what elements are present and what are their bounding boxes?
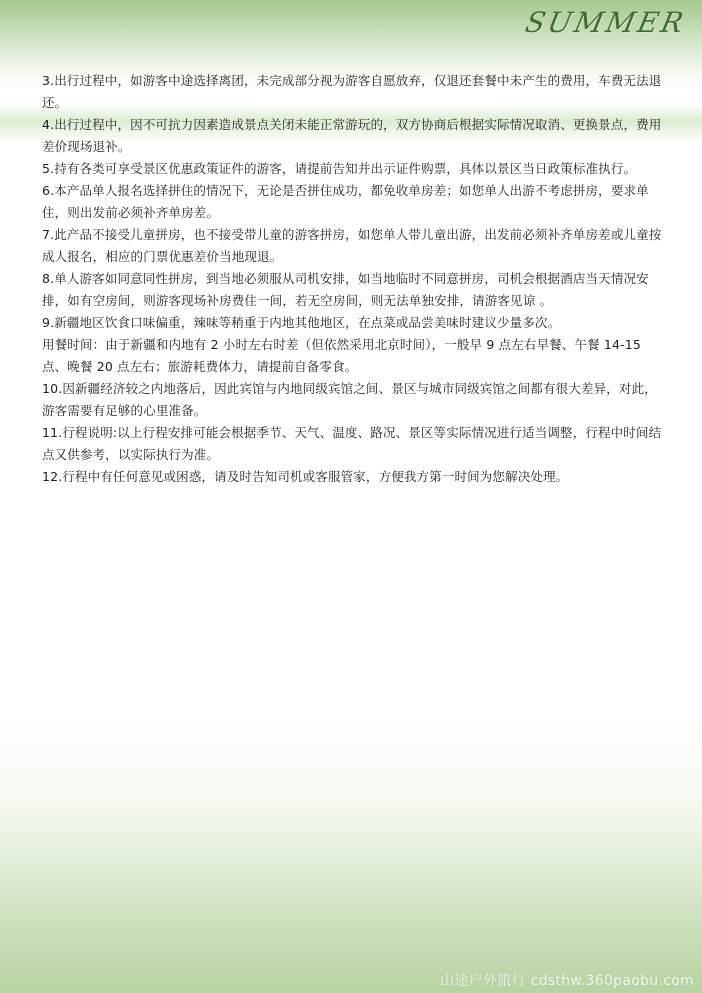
document-content	[42, 70, 662, 488]
paragraph-9: 9.新疆地区饮食口味偏重，辣味等稍重于内地其他地区，在点菜或品尝美味时建议少量多次。	[42, 315, 561, 330]
paragraph-3: 3.出行过程中，如游客中途选择离团，未完成部分视为游客自愿放弃，仅退还套餐中未产生的费用，车费无法退还。	[42, 73, 662, 110]
meal-time-paragraph: 用餐时间：由于新疆和内地有 2 小时左右时差（但依然采用北京时间），一般早 9 点左右早餐、午餐 14-15 点、晚餐 20 点左右；旅游耗费体力，请提前自备零食。	[42, 337, 641, 374]
summer-logo-text: SUMMER	[522, 6, 690, 39]
watermark-text: 山途户外旅行 cdsthw.360paobu.com	[440, 973, 694, 989]
paragraph-4: 4.出行过程中，因不可抗力因素造成景点关闭未能正常游玩的，双方协商后根据实际情况取消、更换景点，费用差价现场退补。	[42, 117, 662, 154]
paragraph-8: 8.单人游客如同意同性拼房，到当地必须服从司机安排，如当地临时不同意拼房，司机会根据酒店当天情况安排，如有空房间，则游客现场补房费住一间，若无空房间，则无法单独安排，请游客见谅 。	[42, 271, 649, 308]
paragraph-5: 5.持有各类可享受景区优惠政策证件的游客，请提前告知并出示证件购票，具体以景区当日政策标准执行。	[42, 161, 637, 176]
paragraph-10: 10.因新疆经济较之内地落后，因此宾馆与内地同级宾馆之间、景区与城市同级宾馆之间都有很大差异，对此，游客需要有足够的心里准备。	[42, 381, 657, 418]
paragraph-7: 7.此产品不接受儿童拼房，也不接受带儿童的游客拼房，如您单人带儿童出游，出发前必须补齐单房差或儿童按成人报名，相应的门票优惠差价当地现退。	[42, 227, 662, 264]
paragraph-12: 12.行程中有任何意见或困惑，请及时告知司机或客服管家，方便我方第一时间为您解决处理。	[42, 469, 569, 484]
paragraph-6: 6.本产品单人报名选择拼住的情况下，无论是否拼住成功，都免收单房差；如您单人出游不考虑拼房，要求单住，则出发前必须补齐单房差。	[42, 183, 649, 220]
paragraph-11: 11.行程说明:以上行程安排可能会根据季节、天气、温度、路况、景区等实际情况进行适当调整，行程中时间结点又供参考，以实际执行为准。	[42, 425, 662, 462]
